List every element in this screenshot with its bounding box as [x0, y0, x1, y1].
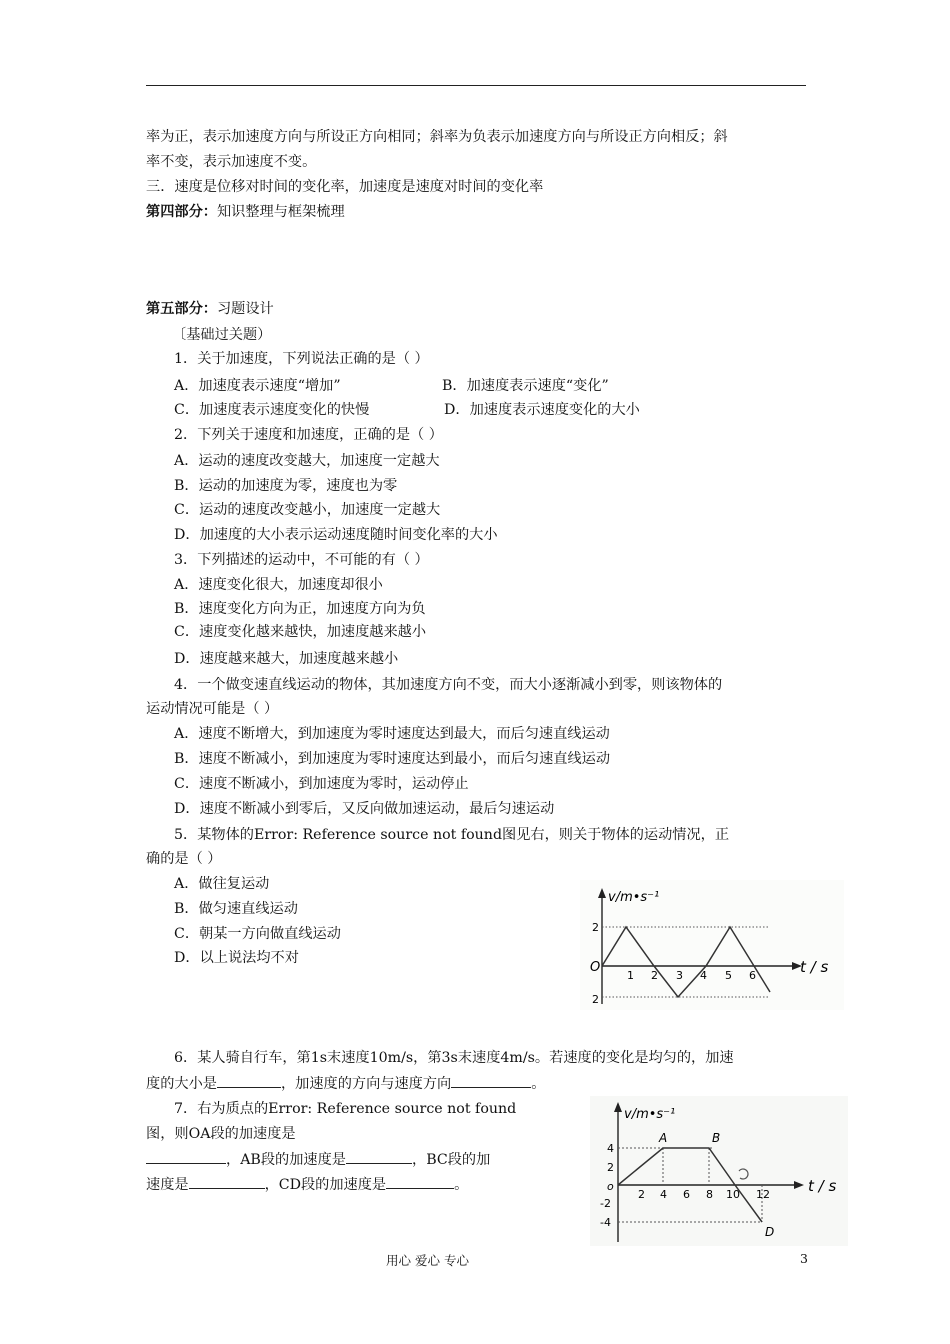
q7-text-cd: ，CD段的加速度是	[264, 1177, 387, 1193]
graph2-xtick-10: 10	[726, 1188, 740, 1201]
q7-text-speed: 速度是	[146, 1177, 189, 1193]
q2-option-b: B．运动的加速度为零，速度也为零	[174, 478, 398, 494]
graph2-svg	[590, 1096, 848, 1246]
q7-line-2: 图，则OA段的加速度是	[146, 1126, 296, 1142]
part4-title: 知识整理与框架梳理	[216, 204, 345, 220]
graph1-xtick-1: 1	[627, 969, 634, 982]
q5-stem-2: 确的是（ ）	[146, 851, 222, 867]
q6-text-c: 。	[531, 1076, 546, 1092]
q5-option-b: B．做匀速直线运动	[174, 901, 298, 917]
q1-stem: 1．关于加速度，下列说法正确的是（ ）	[174, 351, 429, 367]
q7-line-4	[146, 1175, 468, 1194]
graph1-xtick-4: 4	[700, 969, 707, 982]
q6-blank-direction	[451, 1074, 531, 1088]
q5-option-d: D．以上说法均不对	[174, 950, 299, 966]
q7-text-bc: ，BC段的加	[412, 1152, 491, 1168]
q4-option-d: D．速度不断减小到零后，又反向做加速运动，最后匀速运动	[174, 801, 555, 817]
graph2-xlabel: t / s	[808, 1177, 837, 1195]
q4-option-c: C．速度不断减小，到加速度为零时，运动停止	[174, 776, 469, 792]
intro-line-2: 率不变，表示加速度不变。	[146, 154, 317, 170]
page-footer: 用心 爱心 专心	[386, 1253, 469, 1268]
graph2-xtick-8: 8	[706, 1188, 713, 1201]
graph1-origin: O	[590, 960, 601, 975]
graph1-xtick-5: 5	[725, 969, 732, 982]
q4-stem-1: 4．一个做变速直线运动的物体，其加速度方向不变，而大小逐渐减小到零，则该物体的	[174, 677, 723, 693]
q7-blank-bc	[189, 1175, 265, 1189]
q3-option-a: A．速度变化很大，加速度却很小	[174, 577, 383, 593]
q5-stem-1: 5．某物体的Error: Reference source not found图见右，则关于物体的运动情况，正	[174, 827, 730, 843]
part5-line	[146, 300, 274, 318]
graph2-origin: o	[607, 1180, 614, 1193]
q7-line-1: 7．右为质点的Error: Reference source not found	[174, 1101, 517, 1117]
q7-text-ab: ，AB段的加速度是	[226, 1152, 346, 1168]
intro-line-3: 三．速度是位移对时间的变化率，加速度是速度对时间的变化率	[146, 179, 544, 195]
q7-blank-oa	[146, 1150, 226, 1164]
basic-label: 〔基础过关题）	[172, 327, 272, 343]
graph1-xtick-3: 3	[676, 969, 683, 982]
q7-text-end: 。	[454, 1177, 469, 1193]
graph2-ytick-neg4: -4	[600, 1216, 611, 1229]
intro-line-1: 率为正，表示加速度方向与所设正方向相同；斜率为负表示加速度方向与所设正方向相反；斜	[146, 129, 728, 145]
graph2-xtick-6: 6	[683, 1188, 690, 1201]
header-rule	[146, 85, 806, 86]
graph1-ylabel: v/m•s⁻¹	[608, 890, 660, 905]
q1-option-d: D．加速度表示速度变化的大小	[444, 402, 640, 418]
part5-title: 习题设计	[216, 301, 274, 317]
q2-option-d: D．加速度的大小表示运动速度随时间变化率的大小	[174, 527, 498, 543]
graph2-ytick-2: 2	[607, 1161, 614, 1174]
graph2-ylabel: v/m•s⁻¹	[624, 1107, 676, 1122]
graph1-svg	[580, 880, 844, 1010]
graph2-point-d: D	[765, 1225, 775, 1239]
graph2-xtick-4: 4	[660, 1188, 667, 1201]
q4-option-a: A．速度不断增大，到加速度为零时速度达到最大，而后匀速直线运动	[174, 726, 610, 742]
q3-option-b: B．速度变化方向为正，加速度方向为负	[174, 601, 426, 617]
q1-option-a: A．加速度表示速度“增加”	[174, 378, 341, 394]
graph2-ytick-neg2: -2	[600, 1197, 611, 1210]
graph1-xlabel: t / s	[800, 958, 829, 976]
velocity-time-graph-1	[580, 880, 844, 1014]
q3-option-c: C．速度变化越来越快，加速度越来越小	[174, 624, 427, 640]
part4-line	[146, 203, 345, 221]
q6-line-2	[146, 1074, 545, 1093]
part4-heading: 第四部分：	[146, 204, 217, 220]
q6-text-b: ，加速度的方向与速度方向	[280, 1076, 452, 1092]
graph1-xtick-2: 2	[651, 969, 658, 982]
graph1-ytick-bottom: 2	[592, 993, 599, 1006]
part5-heading: 第五部分：	[146, 301, 217, 317]
q7-line-3	[146, 1150, 490, 1169]
velocity-time-graph-2	[590, 1096, 848, 1250]
graph2-point-a: A	[659, 1131, 668, 1145]
graph1-xtick-6: 6	[749, 969, 756, 982]
q6-blank-magnitude	[217, 1074, 281, 1088]
graph2-point-b: B	[712, 1131, 721, 1145]
graph2-xtick-2: 2	[638, 1188, 645, 1201]
q1-option-b: B．加速度表示速度“变化”	[442, 378, 609, 394]
q5-option-a: A．做往复运动	[174, 876, 270, 892]
q6-text-a: 度的大小是	[146, 1076, 217, 1092]
q5-option-c: C．朝某一方向做直线运动	[174, 926, 341, 942]
graph2-ytick-4: 4	[607, 1142, 614, 1155]
q2-option-c: C．运动的速度改变越小，加速度一定越大	[174, 502, 441, 518]
q7-blank-ab	[346, 1150, 412, 1164]
q3-option-d: D．速度越来越大，加速度越来越小	[174, 651, 399, 667]
page-number: 3	[800, 1251, 808, 1266]
q2-option-a: A．运动的速度改变越大，加速度一定越大	[174, 453, 440, 469]
q7-blank-cd	[386, 1175, 454, 1189]
q2-stem: 2．下列关于速度和加速度，正确的是（ ）	[174, 427, 443, 443]
q4-option-b: B．速度不断减小，到加速度为零时速度达到最小，而后匀速直线运动	[174, 751, 611, 767]
q3-stem: 3．下列描述的运动中，不可能的有（ ）	[174, 552, 429, 568]
graph2-xtick-12: 12	[756, 1188, 770, 1201]
q1-option-c: C．加速度表示速度变化的快慢	[174, 402, 370, 418]
q6-line-1: 6．某人骑自行车，第1s末速度10m/s，第3s末速度4m/s。若速度的变化是均匀的，加速	[174, 1050, 734, 1066]
graph1-ytick-top: 2	[592, 921, 599, 934]
q4-stem-2: 运动情况可能是（ ）	[146, 701, 279, 717]
